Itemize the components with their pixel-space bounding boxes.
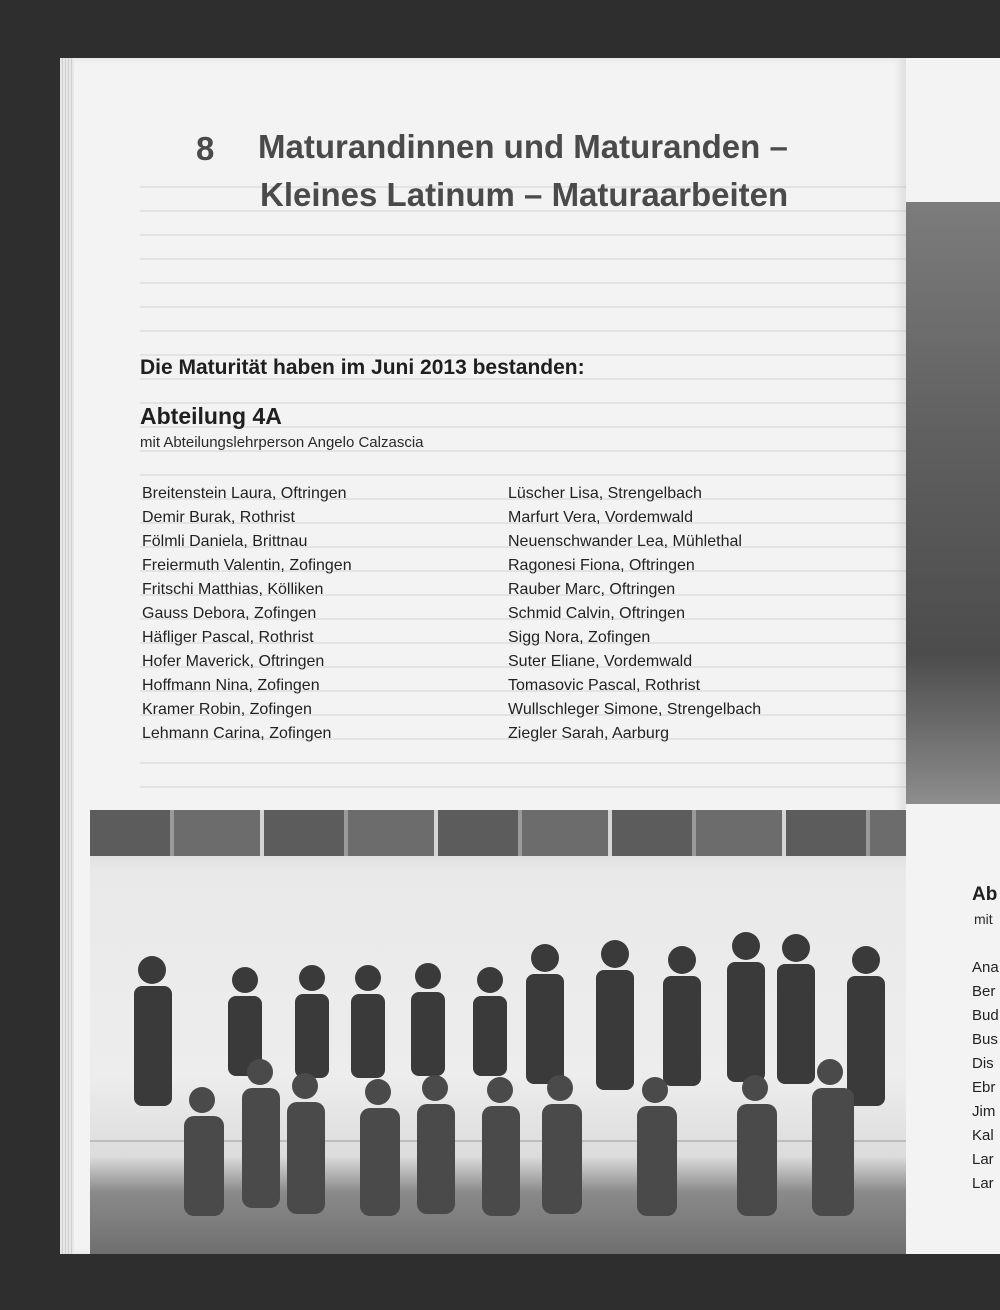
list-item: Kal xyxy=(972,1127,994,1144)
list-item: Lüscher Lisa, Strengelbach xyxy=(508,485,702,502)
student-list-left xyxy=(142,482,352,746)
list-item: Jim xyxy=(972,1103,996,1120)
list-item: Marfurt Vera, Vordemwald xyxy=(508,509,693,526)
list-item: Wullschleger Simone, Strengelbach xyxy=(508,701,762,718)
list-item: Fritschi Matthias, Kölliken xyxy=(142,581,324,598)
list-item: Ziegler Sarah, Aarburg xyxy=(508,725,669,742)
list-item: Freiermuth Valentin, Zofingen xyxy=(142,557,352,574)
list-item: Rauber Marc, Oftringen xyxy=(508,581,676,598)
book-page xyxy=(60,58,906,1254)
student-list-right xyxy=(508,482,761,746)
list-item: Gauss Debora, Zofingen xyxy=(142,605,317,622)
facing-heading-fragment: Ab xyxy=(972,884,998,905)
chapter-title-line2: Kleines Latinum – Maturaarbeiten xyxy=(260,176,789,213)
list-item: Schmid Calvin, Oftringen xyxy=(508,605,685,622)
section-title: Abteilung 4A xyxy=(140,403,282,429)
page-edge xyxy=(60,58,74,1254)
list-item: Suter Eliane, Vordemwald xyxy=(508,653,693,670)
list-item: Hoffmann Nina, Zofingen xyxy=(142,677,320,694)
list-item: Ragonesi Fiona, Oftringen xyxy=(508,557,695,574)
facing-sub-fragment: mit xyxy=(974,911,993,927)
list-item: Ebr xyxy=(972,1079,996,1096)
list-item: Neuenschwander Lea, Mühlethal xyxy=(508,533,742,550)
chapter-number: 8 xyxy=(196,130,215,167)
list-item: Bud xyxy=(972,1007,999,1024)
list-item: Bus xyxy=(972,1031,998,1048)
list-item: Fölmli Daniela, Brittnau xyxy=(142,533,308,550)
list-item: Sigg Nora, Zofingen xyxy=(508,629,651,646)
list-item: Häfliger Pascal, Rothrist xyxy=(142,629,314,646)
group-silhouettes xyxy=(90,810,906,1254)
list-item: Ber xyxy=(972,983,996,1000)
list-item: Lar xyxy=(972,1175,994,1192)
list-item: Tomasovic Pascal, Rothrist xyxy=(508,677,701,694)
list-item: Breitenstein Laura, Oftringen xyxy=(142,485,347,502)
list-item: Dis xyxy=(972,1055,994,1072)
list-item: Lehmann Carina, Zofingen xyxy=(142,725,332,742)
class-group-photo xyxy=(90,810,906,1254)
list-item: Hofer Maverick, Oftringen xyxy=(142,653,325,670)
list-item: Demir Burak, Rothrist xyxy=(142,509,295,526)
list-item: Lar xyxy=(972,1151,994,1168)
facing-photo xyxy=(906,202,1000,804)
section-teacher: mit Abteilungslehrperson Angelo Calzascia xyxy=(140,434,424,451)
graduation-subheading: Die Maturität haben im Juni 2013 bestanden: xyxy=(140,356,585,379)
chapter-title-line1: Maturandinnen und Maturanden – xyxy=(258,128,788,165)
list-item: Kramer Robin, Zofingen xyxy=(142,701,312,718)
facing-name-fragments xyxy=(972,956,999,1196)
list-item: Ana xyxy=(972,959,999,976)
